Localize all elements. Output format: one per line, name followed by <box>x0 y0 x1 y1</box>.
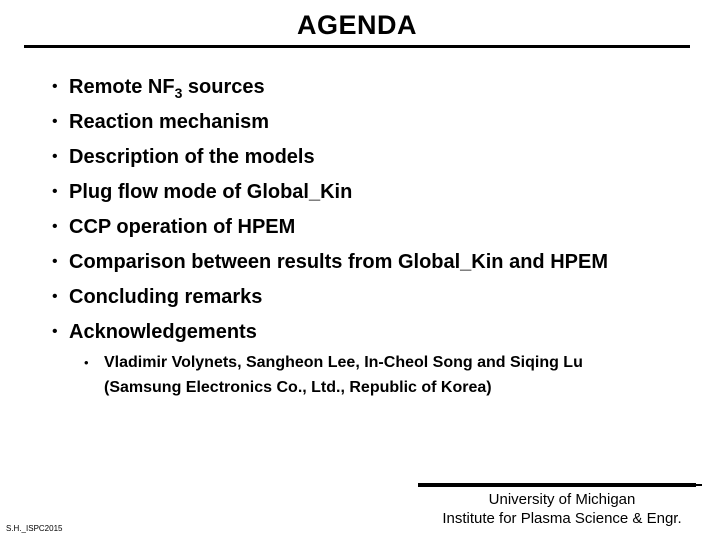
slide-code: S.H._ISPC2015 <box>6 524 63 533</box>
agenda-item-subscript: 3 <box>174 85 183 101</box>
bullet-icon: • <box>52 323 58 340</box>
affiliation-university: University of Michigan <box>488 491 636 508</box>
acknowledgement-affiliation: (Samsung Electronics Co., Ltd., Republic of Korea) <box>104 379 492 396</box>
footer-divider-tick <box>694 484 702 486</box>
agenda-item-label: Comparison between results from Global_Kin and HPEM <box>69 251 608 273</box>
agenda-item-label: Concluding remarks <box>69 286 263 308</box>
acknowledgement-detail <box>84 350 583 400</box>
bullet-icon: • <box>52 183 58 200</box>
agenda-item-label: CCP operation of HPEM <box>69 216 296 238</box>
bullet-icon: • <box>52 78 58 95</box>
title-underline <box>24 45 690 48</box>
bullet-icon: • <box>52 148 58 165</box>
agenda-item-acknowledgements <box>52 319 608 354</box>
footer-divider <box>418 483 696 487</box>
agenda-item-remote-nf3-sources <box>52 74 608 109</box>
agenda-item-label: Description of the models <box>69 146 315 168</box>
agenda-item-reaction-mechanism <box>52 109 608 144</box>
agenda-item-plug-flow-mode <box>52 179 608 214</box>
bullet-icon: • <box>84 355 89 370</box>
bullet-icon: • <box>52 253 58 270</box>
agenda-item-label <box>69 74 265 106</box>
acknowledgement-names: Vladimir Volynets, Sangheon Lee, In-Cheol Song and Siqing Lu <box>104 354 583 371</box>
agenda-item-concluding-remarks <box>52 284 608 319</box>
affiliation-institute: Institute for Plasma Science & Engr. <box>442 510 682 527</box>
footer-affiliation <box>412 490 712 528</box>
agenda-item-label: Acknowledgements <box>69 321 257 343</box>
agenda-list <box>52 74 608 354</box>
bullet-icon: • <box>52 113 58 130</box>
agenda-item-ccp-operation <box>52 214 608 249</box>
agenda-item-label-part: Remote NF <box>69 76 175 98</box>
agenda-item-label: Plug flow mode of Global_Kin <box>69 181 353 203</box>
agenda-item-description-of-models <box>52 144 608 179</box>
agenda-item-comparison <box>52 249 608 284</box>
agenda-item-label-part: sources <box>182 76 265 98</box>
agenda-item-label: Reaction mechanism <box>69 111 270 133</box>
page-title: AGENDA <box>296 10 417 40</box>
bullet-icon: • <box>52 218 58 235</box>
bullet-icon: • <box>52 288 58 305</box>
acknowledgement-names-line <box>84 350 583 375</box>
